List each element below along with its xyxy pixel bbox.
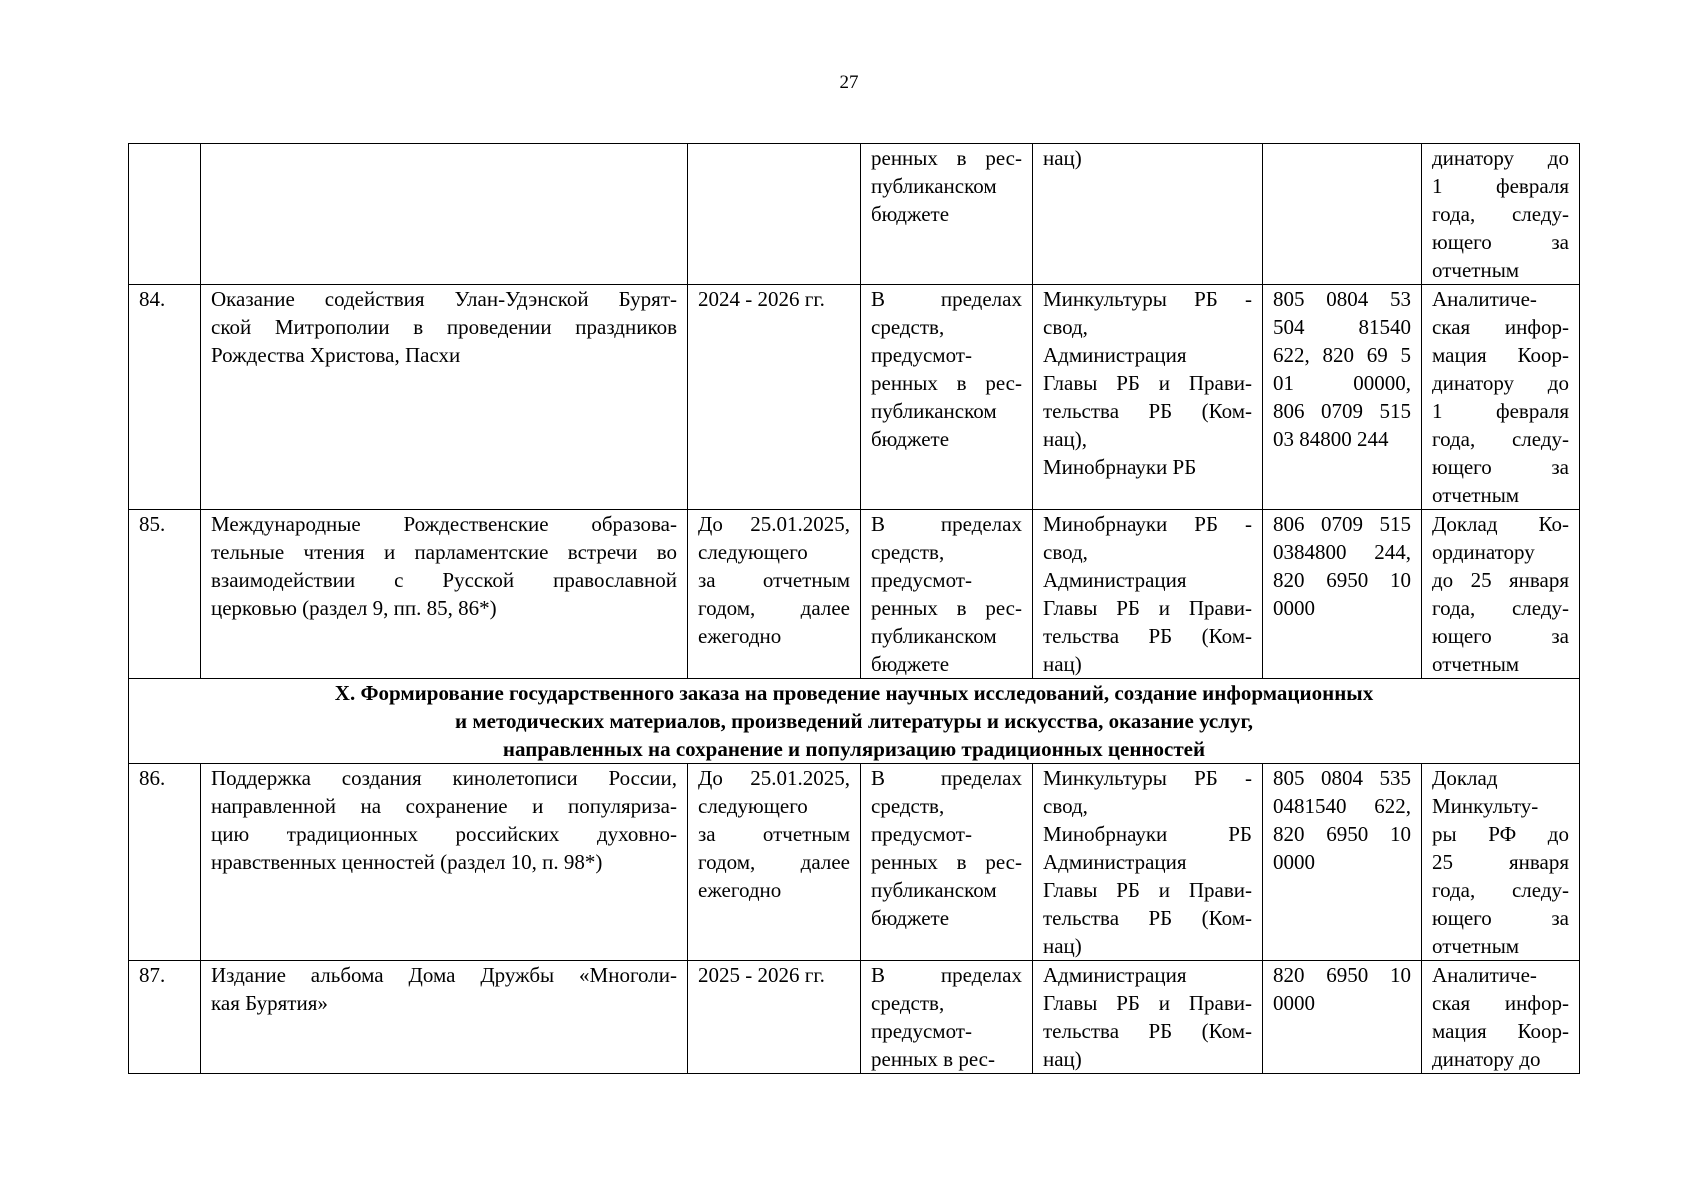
cell-line: 86.: [139, 766, 166, 790]
cell-line: года, следу-: [1432, 596, 1569, 620]
financing-cell: [861, 285, 1033, 510]
cell-line: бюджете: [871, 906, 950, 930]
cell-line: Администрация: [1043, 343, 1187, 367]
budget-code-cell: [1263, 961, 1422, 1074]
financing-cell: [861, 961, 1033, 1074]
cell-line: нац),: [1043, 427, 1088, 451]
cell-line: ская инфор-: [1432, 315, 1569, 339]
cell-line: 820 6950 10: [1273, 568, 1411, 592]
section-title-line: X. Формирование государственного заказа на проведение научных исследований, создание информационных: [334, 681, 1374, 705]
report-cell: [1422, 144, 1580, 285]
cell-line: 805 0804 535: [1273, 766, 1411, 790]
report-cell: [1422, 510, 1580, 679]
cell-line: ры РФ до: [1432, 822, 1569, 846]
cell-line: предусмот-: [871, 1019, 972, 1043]
cell-line: года, следу-: [1432, 878, 1569, 902]
cell-line: средств,: [871, 315, 945, 339]
cell-line: 0384800 244,: [1273, 540, 1411, 564]
cell-line: До 25.01.2025,: [698, 512, 850, 536]
row-number-cell: [129, 961, 201, 1074]
cell-line: 0000: [1273, 850, 1315, 874]
cell-line: В пределах: [871, 963, 1022, 987]
cell-line: динатору до: [1432, 146, 1569, 170]
cell-line: предусмот-: [871, 568, 972, 592]
cell-line: Главы РБ и Прави-: [1043, 596, 1252, 620]
executors-cell: [1033, 285, 1263, 510]
plan-table: [128, 143, 1580, 1074]
cell-line: 0481540 622,: [1273, 794, 1411, 818]
cell-line: нравственных ценностей (раздел 10, п. 98*): [211, 850, 603, 874]
table-row: [129, 285, 1580, 510]
cell-line: нац): [1043, 652, 1082, 676]
deadline-cell: [688, 285, 861, 510]
budget-code-cell: [1263, 510, 1422, 679]
cell-line: нац): [1043, 146, 1082, 170]
cell-line: года, следу-: [1432, 427, 1569, 451]
cell-line: публиканском: [871, 878, 997, 902]
cell-line: динатору до: [1432, 1047, 1541, 1071]
row-number-cell: [129, 764, 201, 961]
cell-line: Международные Рождественские образова-: [211, 512, 677, 536]
cell-line: мация Коор-: [1432, 343, 1569, 367]
cell-line: ющего за: [1432, 906, 1569, 930]
cell-line: ренных в рес-: [871, 850, 1022, 874]
cell-line: Главы РБ и Прави-: [1043, 371, 1252, 395]
event-cell: [201, 285, 688, 510]
cell-line: отчетным: [1432, 934, 1520, 958]
cell-line: бюджете: [871, 652, 950, 676]
table-row: [129, 764, 1580, 961]
cell-line: 805 0804 53: [1273, 287, 1411, 311]
cell-line: 1 февраля: [1432, 174, 1569, 198]
cell-line: года, следу-: [1432, 202, 1569, 226]
cell-line: Минобрнауки РБ: [1043, 822, 1252, 846]
cell-line: Минкультуры РБ -: [1043, 287, 1252, 311]
cell-line: ренных в рес-: [871, 371, 1022, 395]
cell-line: публиканском: [871, 174, 997, 198]
cell-line: цию традиционных российских духовно-: [211, 822, 677, 846]
cell-line: предусмот-: [871, 822, 972, 846]
deadline-cell: [688, 764, 861, 961]
cell-line: ординатору: [1432, 540, 1535, 564]
cell-line: нац): [1043, 934, 1082, 958]
cell-line: Минобрнауки РБ: [1043, 455, 1197, 479]
page-number: 27: [839, 72, 859, 93]
cell-line: следующего: [698, 794, 808, 818]
row-number-cell: [129, 144, 201, 285]
cell-line: до 25 января: [1432, 568, 1569, 592]
cell-line: нац): [1043, 1047, 1082, 1071]
cell-line: свод,: [1043, 540, 1088, 564]
executors-cell: [1033, 764, 1263, 961]
section-header-row: [129, 679, 1580, 764]
report-cell: [1422, 285, 1580, 510]
cell-line: В пределах: [871, 512, 1022, 536]
cell-line: тельства РБ (Ком-: [1043, 1019, 1252, 1043]
cell-line: Рождества Христова, Пасхи: [211, 343, 461, 367]
cell-line: 622, 820 69 5: [1273, 343, 1411, 367]
cell-line: кая Бурятия»: [211, 991, 328, 1015]
deadline-cell: [688, 510, 861, 679]
cell-line: 806 0709 515: [1273, 399, 1411, 423]
table-row: [129, 144, 1580, 285]
cell-line: Аналитиче-: [1432, 287, 1537, 311]
cell-line: взаимодействии с Русской православной: [211, 568, 677, 592]
event-cell: [201, 144, 688, 285]
cell-line: ренных в рес-: [871, 146, 1022, 170]
cell-line: Администрация: [1043, 963, 1187, 987]
cell-line: тельства РБ (Ком-: [1043, 906, 1252, 930]
cell-line: ская инфор-: [1432, 991, 1569, 1015]
cell-line: Минкультуры РБ -: [1043, 766, 1252, 790]
cell-line: ющего за: [1432, 624, 1569, 648]
cell-line: средств,: [871, 991, 945, 1015]
event-cell: [201, 510, 688, 679]
cell-line: 84.: [139, 287, 166, 311]
section-title-line: и методических материалов, произведений литературы и искусства, оказание услуг,: [455, 709, 1253, 733]
row-number-cell: [129, 285, 201, 510]
cell-line: Оказание содействия Улан-Удэнской Бурят-: [211, 287, 677, 311]
cell-line: ющего за: [1432, 455, 1569, 479]
cell-line: 85.: [139, 512, 166, 536]
deadline-cell: [688, 961, 861, 1074]
cell-line: годом, далее: [698, 596, 850, 620]
cell-line: средств,: [871, 794, 945, 818]
table-row: [129, 510, 1580, 679]
cell-line: Главы РБ и Прави-: [1043, 991, 1252, 1015]
cell-line: тельства РБ (Ком-: [1043, 399, 1252, 423]
report-cell: [1422, 961, 1580, 1074]
cell-line: Минкульту-: [1432, 794, 1539, 818]
event-cell: [201, 764, 688, 961]
cell-line: 03 84800 244: [1273, 427, 1389, 451]
cell-line: публиканском: [871, 624, 997, 648]
cell-line: Поддержка создания кинолетописи России,: [211, 766, 677, 790]
cell-line: Доклад Ко-: [1432, 512, 1569, 536]
cell-line: бюджете: [871, 202, 950, 226]
table-row: [129, 961, 1580, 1074]
cell-line: ренных в рес-: [871, 596, 1022, 620]
cell-line: ежегодно: [698, 878, 782, 902]
cell-line: 25 января: [1432, 850, 1569, 874]
financing-cell: [861, 764, 1033, 961]
cell-line: средств,: [871, 540, 945, 564]
cell-line: свод,: [1043, 794, 1088, 818]
deadline-cell: [688, 144, 861, 285]
cell-line: предусмот-: [871, 343, 972, 367]
cell-line: Администрация: [1043, 850, 1187, 874]
executors-cell: [1033, 961, 1263, 1074]
cell-line: ской Митрополии в проведении праздников: [211, 315, 677, 339]
cell-line: отчетным: [1432, 483, 1520, 507]
cell-line: 2025 - 2026 гг.: [698, 963, 825, 987]
cell-line: До 25.01.2025,: [698, 766, 850, 790]
cell-line: 2024 - 2026 гг.: [698, 287, 825, 311]
cell-line: годом, далее: [698, 850, 850, 874]
cell-line: 01 00000,: [1273, 371, 1411, 395]
cell-line: за отчетным: [698, 822, 850, 846]
executors-cell: [1033, 510, 1263, 679]
cell-line: 1 февраля: [1432, 399, 1569, 423]
cell-line: Главы РБ и Прави-: [1043, 878, 1252, 902]
cell-line: 504 81540: [1273, 315, 1411, 339]
cell-line: Доклад: [1432, 766, 1498, 790]
section-title: [129, 679, 1580, 764]
cell-line: отчетным: [1432, 258, 1520, 282]
cell-line: мация Коор-: [1432, 1019, 1569, 1043]
cell-line: Издание альбома Дома Дружбы «Многоли-: [211, 963, 677, 987]
cell-line: отчетным: [1432, 652, 1520, 676]
cell-line: за отчетным: [698, 568, 850, 592]
cell-line: 820 6950 10: [1273, 963, 1411, 987]
cell-line: ющего за: [1432, 230, 1569, 254]
cell-line: следующего: [698, 540, 808, 564]
budget-code-cell: [1263, 144, 1422, 285]
cell-line: 87.: [139, 963, 166, 987]
budget-code-cell: [1263, 285, 1422, 510]
cell-line: тельные чтения и парламентские встречи во: [211, 540, 677, 564]
cell-line: динатору до: [1432, 371, 1569, 395]
cell-line: 806 0709 515: [1273, 512, 1411, 536]
cell-line: Аналитиче-: [1432, 963, 1537, 987]
cell-line: тельства РБ (Ком-: [1043, 624, 1252, 648]
financing-cell: [861, 144, 1033, 285]
cell-line: 0000: [1273, 991, 1315, 1015]
budget-code-cell: [1263, 764, 1422, 961]
cell-line: ежегодно: [698, 624, 782, 648]
cell-line: направленной на сохранение и популяриза-: [211, 794, 677, 818]
executors-cell: [1033, 144, 1263, 285]
cell-line: церковью (раздел 9, пп. 85, 86*): [211, 596, 497, 620]
cell-line: Администрация: [1043, 568, 1187, 592]
cell-line: В пределах: [871, 287, 1022, 311]
cell-line: бюджете: [871, 427, 950, 451]
section-title-line: направленных на сохранение и популяризацию традиционных ценностей: [502, 737, 1206, 761]
cell-line: публиканском: [871, 399, 997, 423]
cell-line: 0000: [1273, 596, 1315, 620]
report-cell: [1422, 764, 1580, 961]
event-cell: [201, 961, 688, 1074]
cell-line: свод,: [1043, 315, 1088, 339]
financing-cell: [861, 510, 1033, 679]
cell-line: 820 6950 10: [1273, 822, 1411, 846]
cell-line: Минобрнауки РБ -: [1043, 512, 1252, 536]
row-number-cell: [129, 510, 201, 679]
cell-line: ренных в рес-: [871, 1047, 995, 1071]
plan-table-body: [129, 144, 1580, 1074]
cell-line: В пределах: [871, 766, 1022, 790]
